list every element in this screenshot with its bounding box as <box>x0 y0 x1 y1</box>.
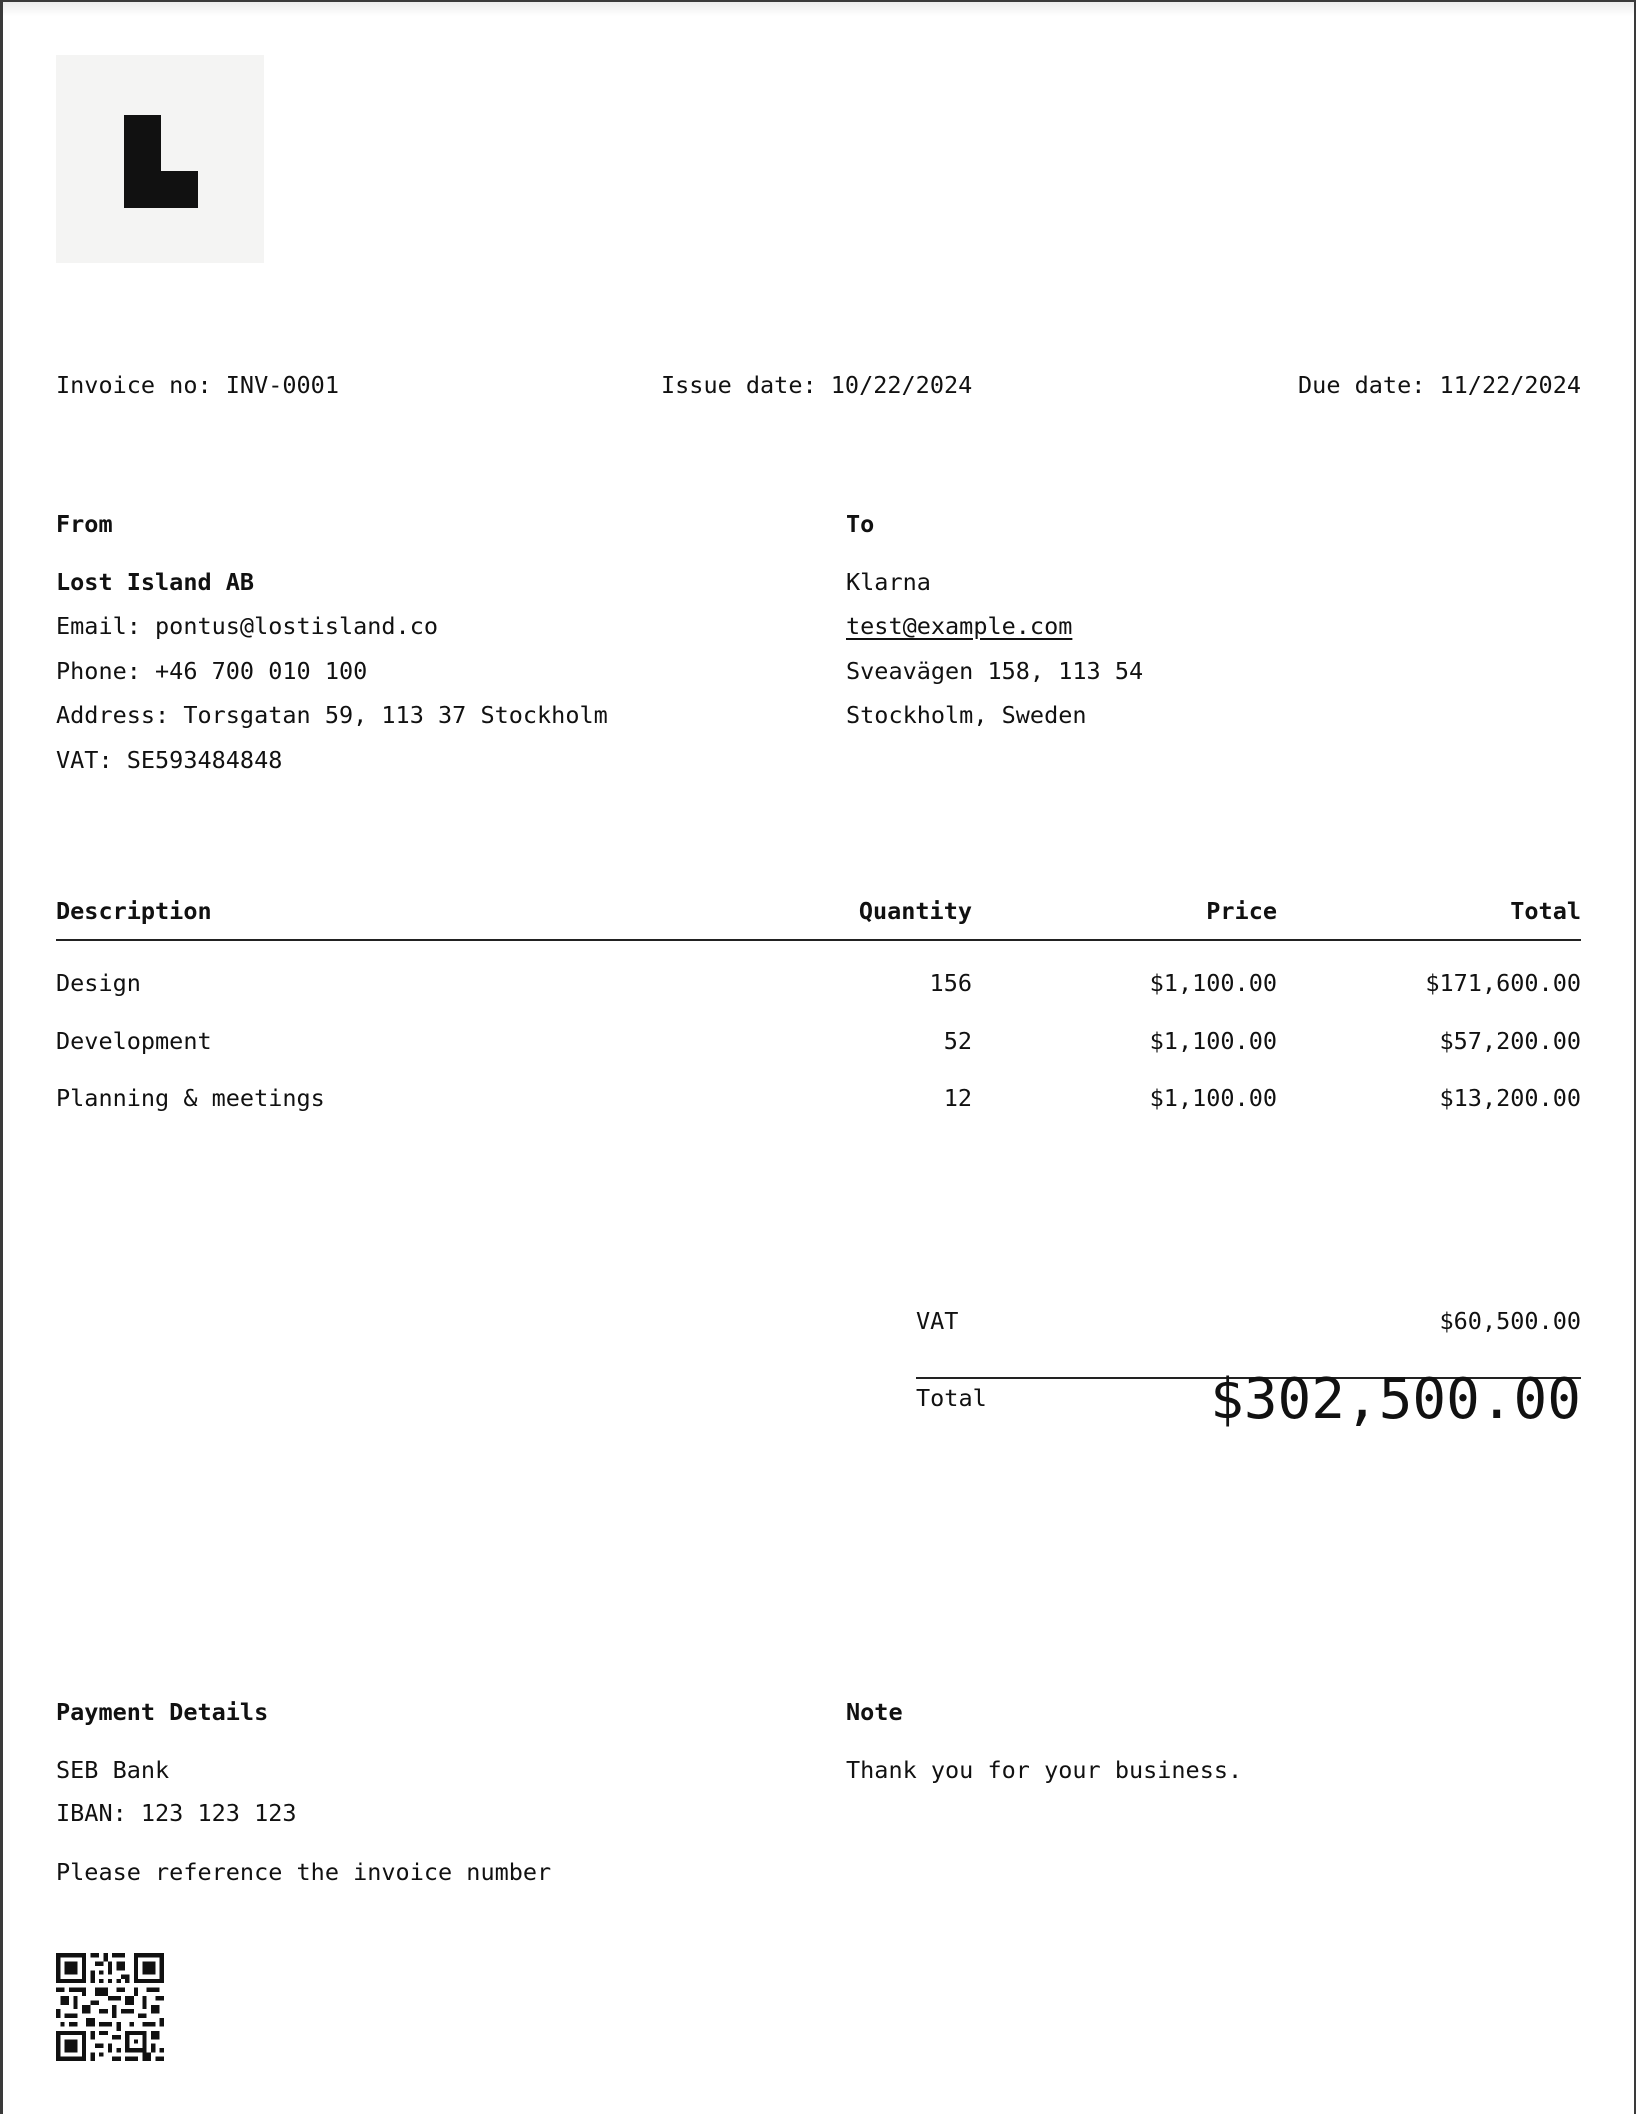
letter-l-logo-icon <box>56 55 264 263</box>
total-label: Total <box>916 1384 987 1412</box>
note-heading: Note <box>846 1698 903 1726</box>
to-address-line1: Sveavägen 158, 113 54 <box>846 657 1144 685</box>
row-quantity: 12 <box>943 1084 972 1112</box>
from-address: Address: Torsgatan 59, 113 37 Stockholm <box>56 701 608 729</box>
company-logo <box>56 55 264 263</box>
row-total: $171,600.00 <box>1425 969 1581 997</box>
payment-heading: Payment Details <box>56 1698 269 1726</box>
col-header-total: Total <box>1510 897 1581 925</box>
payment-reference: Please reference the invoice number <box>56 1858 552 1886</box>
note-text: Thank you for your business. <box>846 1756 1243 1784</box>
row-total: $57,200.00 <box>1439 1027 1581 1055</box>
row-price: $1,100.00 <box>1149 1084 1277 1112</box>
col-header-description: Description <box>56 897 212 925</box>
row-description: Planning & meetings <box>56 1084 325 1112</box>
col-header-price: Price <box>1206 897 1277 925</box>
from-heading: From <box>56 510 113 538</box>
col-header-quantity: Quantity <box>858 897 972 925</box>
table-header-divider <box>56 939 1581 941</box>
row-quantity: 156 <box>929 969 972 997</box>
payment-iban: IBAN: 123 123 123 <box>56 1799 297 1827</box>
to-email-link[interactable]: test@example.com <box>846 612 1073 640</box>
row-price: $1,100.00 <box>1149 969 1277 997</box>
vat-label: VAT <box>916 1307 959 1335</box>
row-price: $1,100.00 <box>1149 1027 1277 1055</box>
invoice-number: Invoice no: INV-0001 <box>56 371 339 399</box>
from-vat: VAT: SE593484848 <box>56 746 283 774</box>
to-name: Klarna <box>846 568 931 596</box>
total-value: $302,500.00 <box>1210 1367 1581 1432</box>
from-phone: Phone: +46 700 010 100 <box>56 657 368 685</box>
row-description: Development <box>56 1027 212 1055</box>
to-address-line2: Stockholm, Sweden <box>846 701 1087 729</box>
row-quantity: 52 <box>943 1027 972 1055</box>
invoice-page <box>3 2 1634 2114</box>
due-date: Due date: 11/22/2024 <box>1298 371 1581 399</box>
from-email: Email: pontus@lostisland.co <box>56 612 439 640</box>
to-heading: To <box>846 510 875 538</box>
vat-value: $60,500.00 <box>1439 1307 1581 1335</box>
row-description: Design <box>56 969 141 997</box>
payment-bank: SEB Bank <box>56 1756 170 1784</box>
qr-code-icon <box>56 1953 164 2061</box>
row-total: $13,200.00 <box>1439 1084 1581 1112</box>
from-name: Lost Island AB <box>56 568 255 596</box>
issue-date: Issue date: 10/22/2024 <box>661 371 973 399</box>
